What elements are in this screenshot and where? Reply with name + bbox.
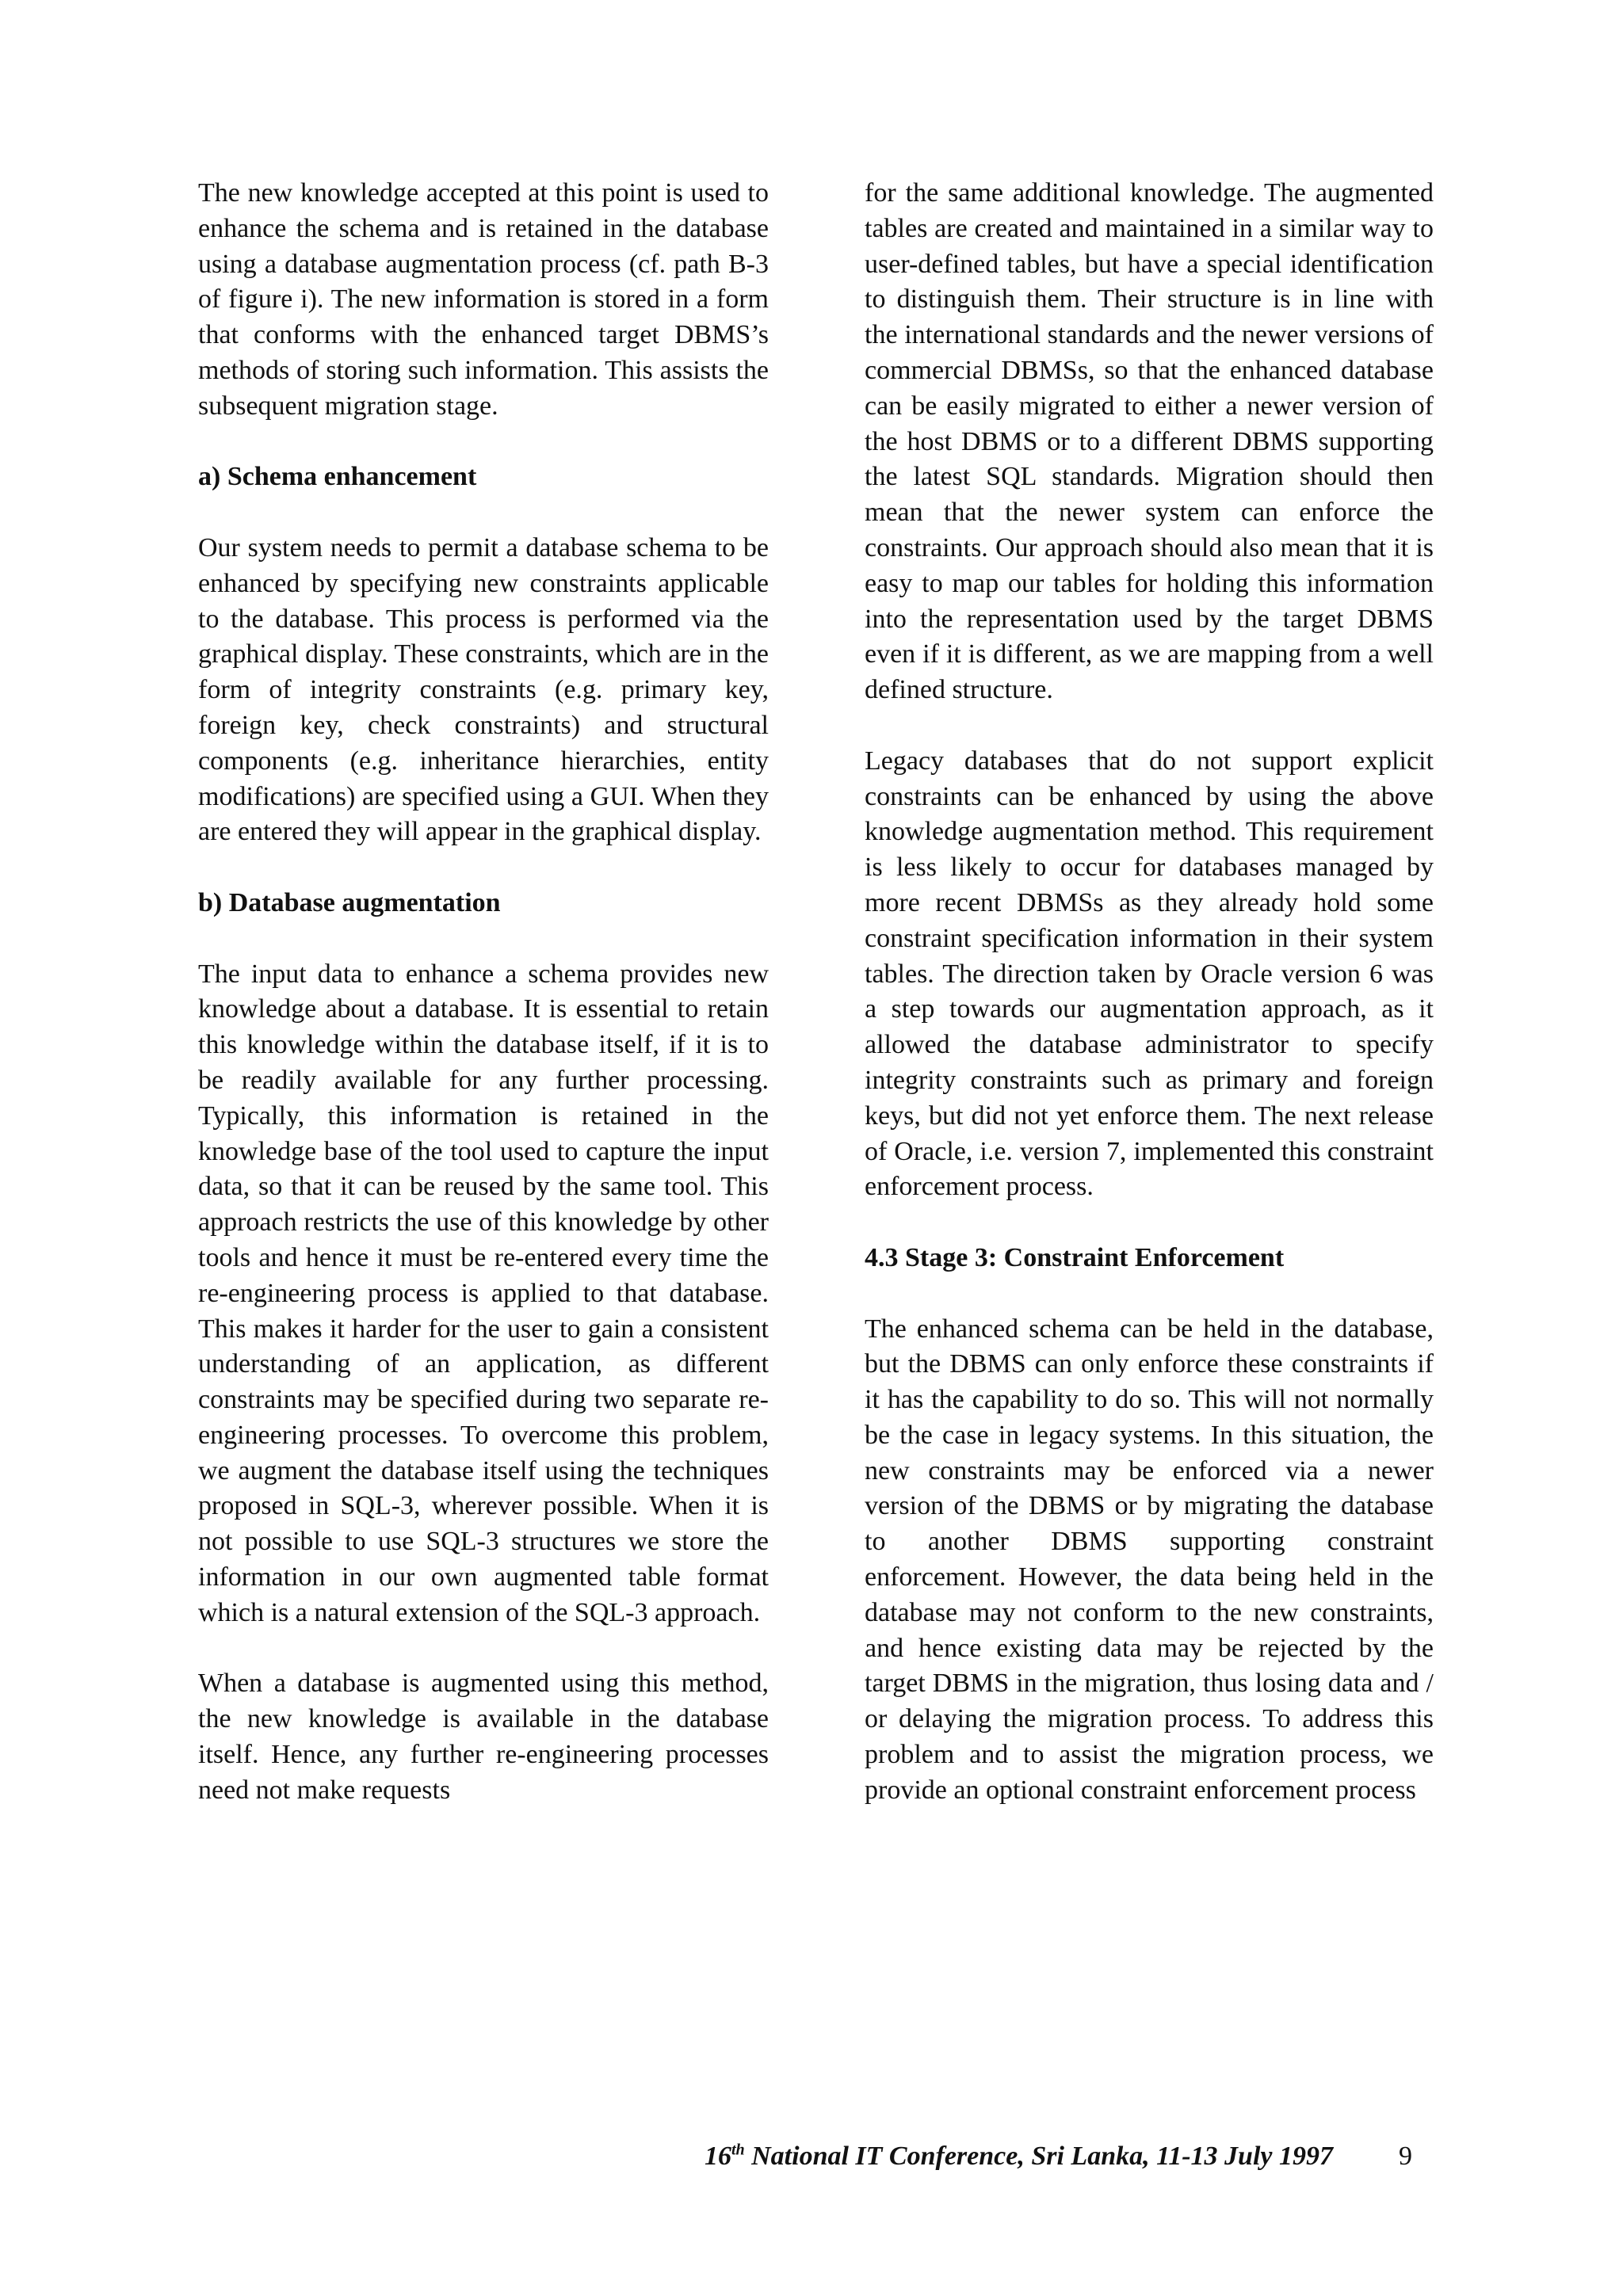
page-footer — [0, 2139, 1623, 2187]
right-column — [865, 176, 1434, 1809]
left-column — [198, 176, 769, 1809]
section-heading: 4.3 Stage 3: Constraint Enforcement — [865, 1242, 1285, 1272]
ordinal-suffix: th — [731, 2141, 745, 2159]
page-number: 9 — [1399, 2142, 1412, 2171]
paragraph: for the same additional knowledge. The augmented tables are created and maintained in a similar way to user-defined tables, but have a special identification to distinguish them. Their structure is in line with the international standards and the newer versions of commercial DBMSs, so that the enhanced database can be easily migrated to either a newer version of the host DBMS or to a different DBMS supporting the latest SQL standards. Migration should then mean that the newer system can enforce the constraints. Our approach should also mean that it is easy to map our tables for holding this information into the representation used by the target DBMS even if it is different, as we are mapping from a well defined structure. — [865, 178, 1434, 705]
section-heading: b) Database augmentation — [198, 887, 501, 917]
paragraph: The input data to enhance a schema provides new knowledge about a database. It is essential to retain this knowledge within the database itself, if it is to be readily available for any further processing. Typically, this information is retained in the knowledge base of the tool used to capture the input data, so that it can be reused by the same tool. This approach restricts the use of this knowledge by other tools and hence it must be re-entered every time the re-engineering process is applied to that database. This makes it harder for the user to gain a consistent understanding of an application, as different constraints may be specified during two separate re-engineering processes. To overcome this problem, we augment the database itself using the techniques proposed in SQL-3, wherever possible. When it is not possible to use SQL-3 structures we store the information in our own augmented table format which is a natural extension of the SQL-3 approach. — [198, 959, 769, 1627]
section-heading: a) Schema enhancement — [198, 462, 477, 492]
paragraph: The enhanced schema can be held in the database, but the DBMS can only enforce these constraints if it has the capability to do so. This will not normally be the case in legacy systems. In this situation, the new constraints may be enforced via a newer version of the DBMS or by migrating the database to another DBMS supporting constraint enforcement. However, the data being held in the database may not conform to the new constraints, and hence existing data may be rejected by the target DBMS in the migration, thus losing data and / or delaying the migration process. To address this problem and to assist the migration process, we provide an optional constraint enforcement process — [865, 1314, 1434, 1805]
paragraph: The new knowledge accepted at this point is used to enhance the schema and is retained in the database using a database augmentation process (cf. path B-3 of figure i). The new information is stored in a form that conforms with the enhanced target DBMS’s methods of storing such information. This assists the subsequent migration stage. — [198, 178, 769, 421]
conference-footer-text — [705, 2139, 1333, 2174]
paragraph: Legacy databases that do not support explicit constraints can be enhanced by using the above knowledge augmentation method. This requirement is less likely to occur for databases managed by more recent DBMSs as they already hold some constraint specification information in their system tables. The direction taken by Oracle version 6 was a step towards our augmentation approach, as it allowed the database administrator to specify integrity constraints such as primary and foreign keys, but did not yet enforce them. The next release of Oracle, i.e. version 7, implemented this constraint enforcement process. — [865, 746, 1434, 1202]
paragraph: When a database is augmented using this method, the new knowledge is available in the database itself. Hence, any further re-engineering processes need not make requests — [198, 1669, 769, 1805]
paragraph: Our system needs to permit a database schema to be enhanced by specifying new constraints applicable to the database. This process is performed via the graphical display. These constraints, which are in the form of integrity constraints (e.g. primary key, foreign key, check constraints) and structural components (e.g. inheritance hierarchies, entity modifications) are specified using a GUI. When they are entered they will appear in the graphical display. — [198, 532, 769, 847]
ordinal-number: 16 — [704, 2142, 731, 2171]
conference-name: National IT Conference, Sri Lanka, 11-13 July 1997 — [744, 2142, 1333, 2171]
